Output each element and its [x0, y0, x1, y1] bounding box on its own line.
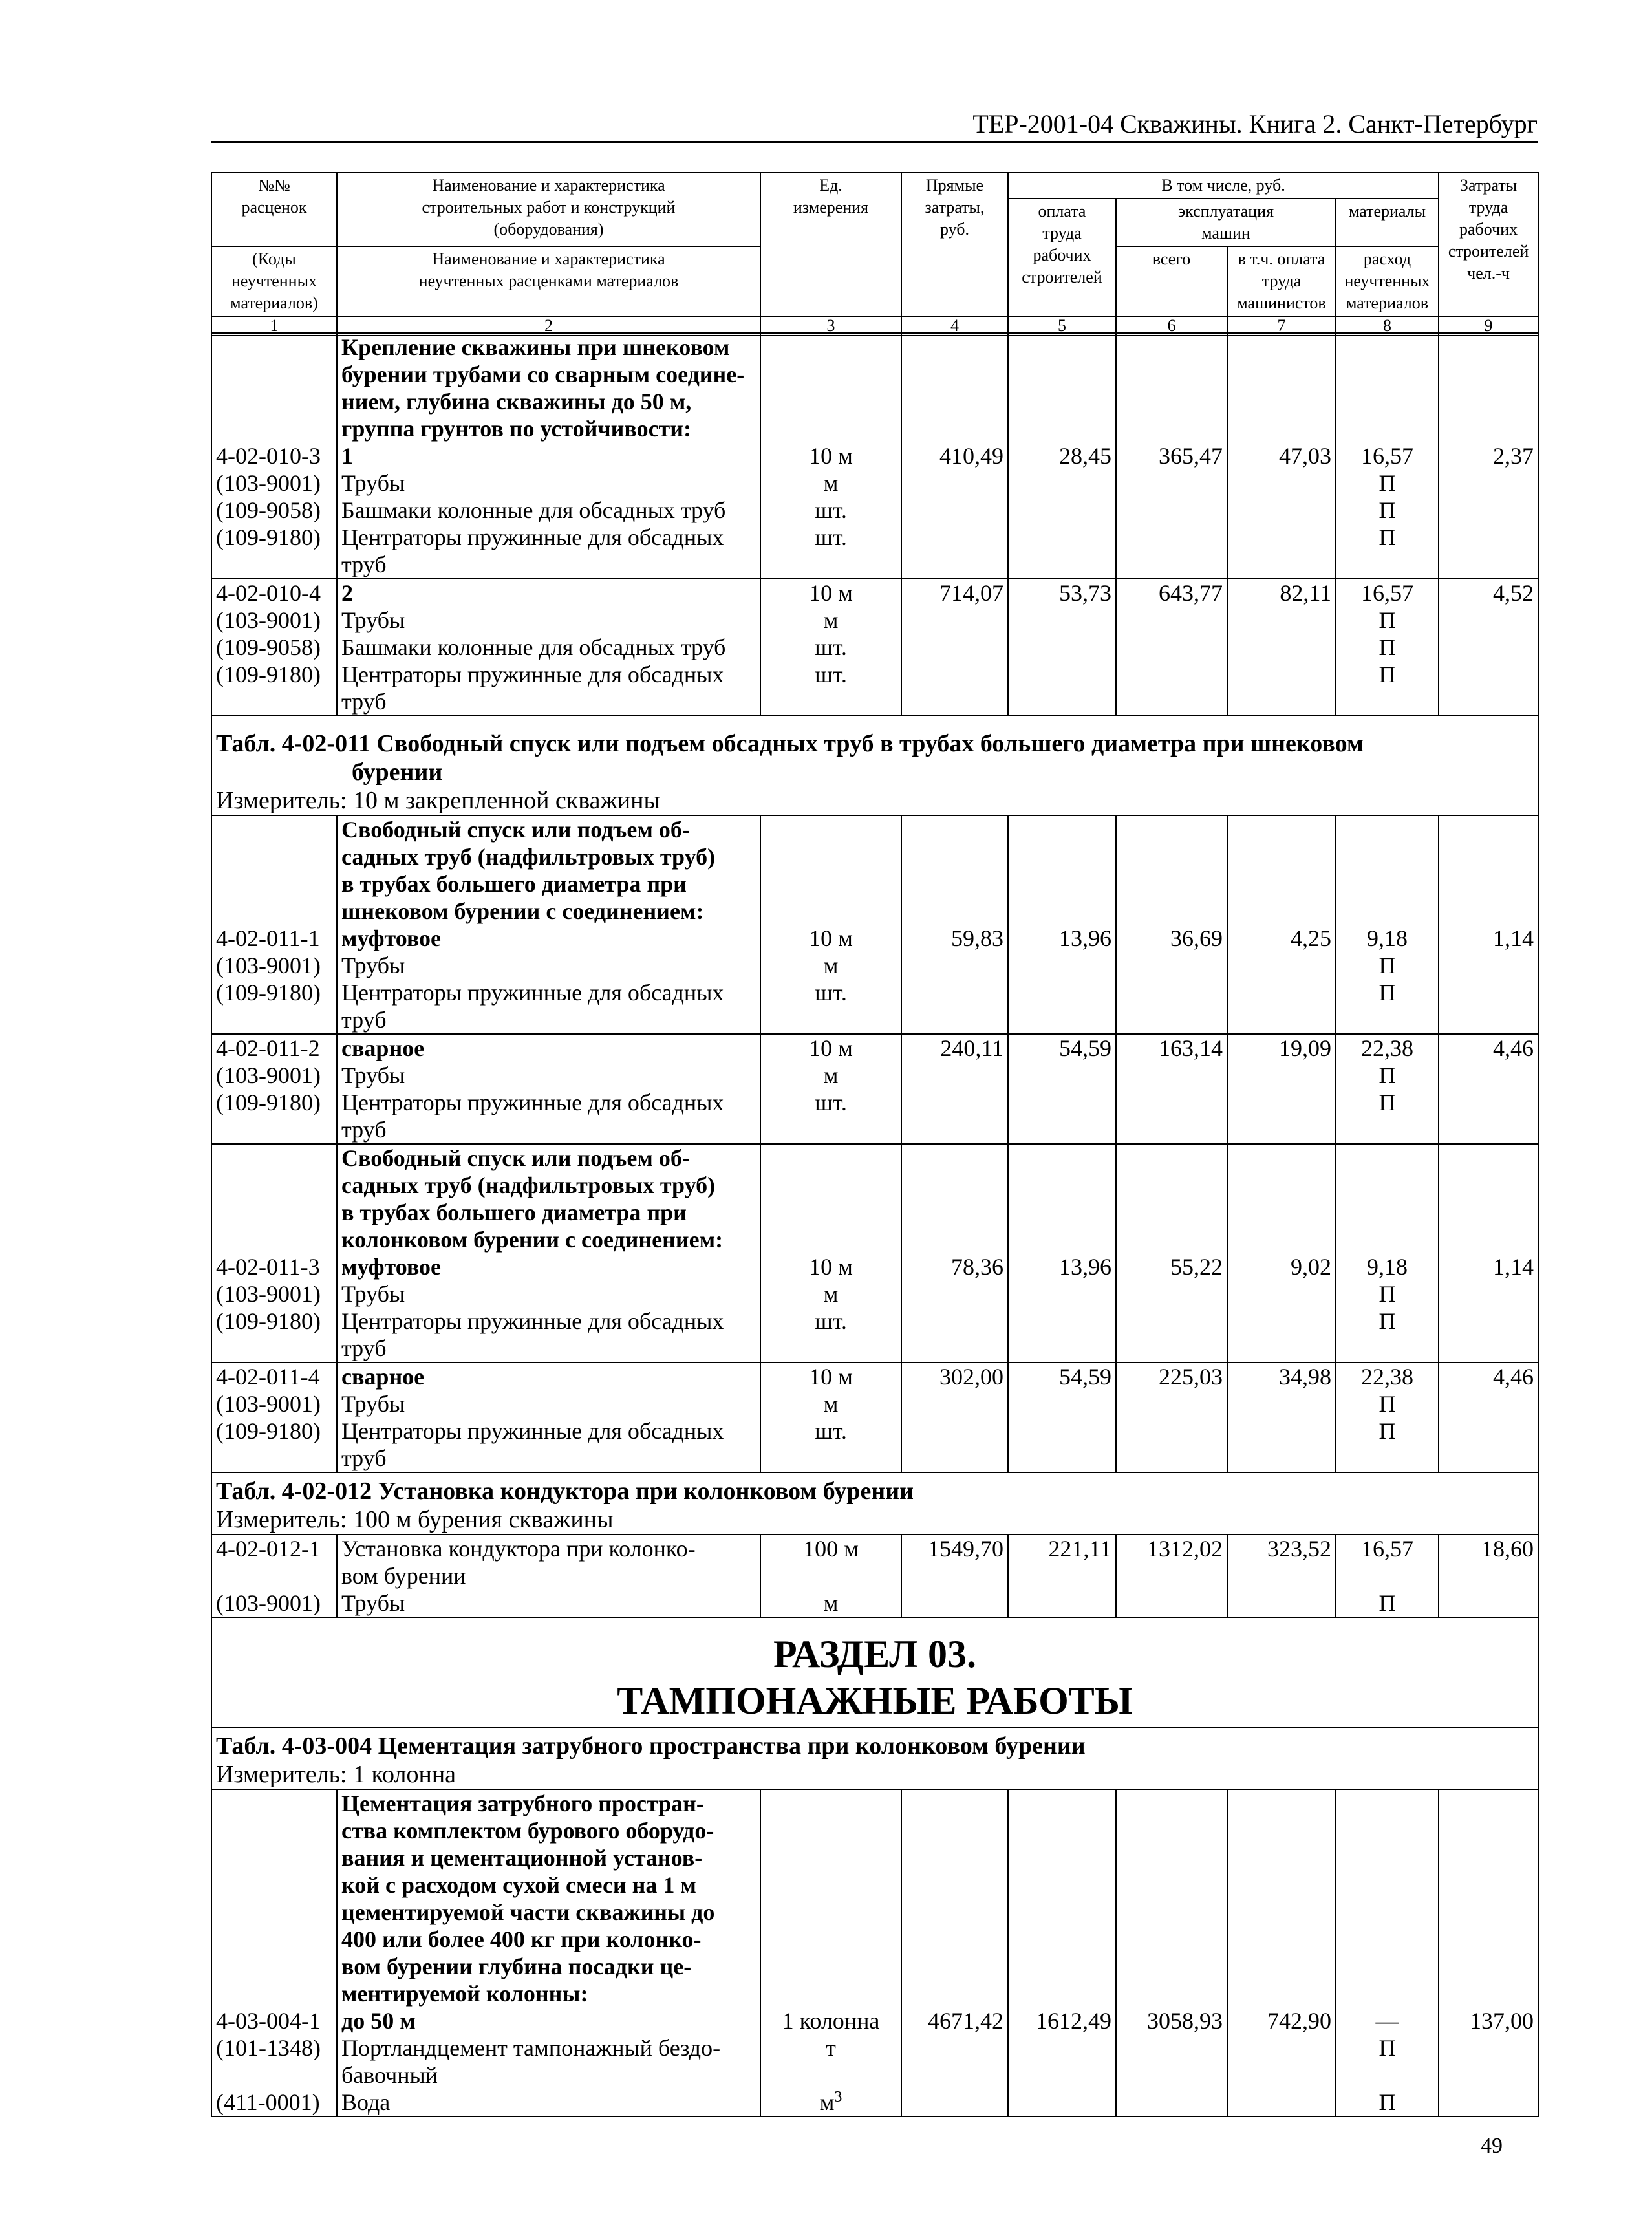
- name-cell: сварное Трубы Центраторы пружинные для обсадных труб: [337, 1034, 760, 1144]
- materials-cell: 16,57 П П П: [1336, 333, 1439, 579]
- col2-header: Наименование и характеристика строительных работ и конструкций (оборудования): [337, 173, 760, 246]
- labor-hours-cell: 4,46: [1439, 1034, 1538, 1144]
- col6-header: всего: [1116, 246, 1227, 316]
- operators-pay-cell: 9,02: [1227, 1144, 1336, 1362]
- machines-total-cell: 365,47: [1116, 333, 1227, 579]
- operators-pay-cell: 4,25: [1227, 815, 1336, 1034]
- machines-total-cell: 55,22: [1116, 1144, 1227, 1362]
- meter-label: Измеритель: 1 колонна: [216, 1761, 456, 1788]
- code-cell: 4-02-010-3 (103-9001) (109-9058) (109-9180): [211, 333, 337, 579]
- table-row: [211, 1034, 1538, 1144]
- name-cell: Крепление скважины при шнековом бурении трубами со сварным соедине- нием, глубина скважины до 50 м, группа грунтов по устойчивости: 1 Трубы Башмаки колонные для обсадных труб Центраторы пружинные для обсадных труб: [337, 333, 760, 579]
- labor-hours-cell: 2,37: [1439, 333, 1538, 579]
- unit-cell: 10 м м шт. шт.: [760, 579, 901, 716]
- machines-total-cell: 643,77: [1116, 579, 1227, 716]
- column-header-table: [211, 172, 1539, 336]
- materials-cell: 22,38 П П: [1336, 1034, 1439, 1144]
- direct-cost-cell: 78,36: [901, 1144, 1008, 1362]
- col5-header: оплата труда рабочих строителей: [1008, 199, 1116, 316]
- name-cell: Свободный спуск или подъем об- садных труб (надфильтровых труб) в трубах большего диаметра при шнековом бурении с соединением: муфтовое Трубы Центраторы пружинные для обсадных труб: [337, 815, 760, 1034]
- labor-pay-cell: 53,73: [1008, 579, 1116, 716]
- table-row: [211, 815, 1538, 1034]
- table-title: Табл. 4-02-012 Установка кондуктора при колонковом бурении: [216, 1478, 914, 1505]
- direct-cost-cell: 410,49: [901, 333, 1008, 579]
- machines-total-cell: 1312,02: [1116, 1534, 1227, 1617]
- col4-header: Прямые затраты, руб.: [901, 173, 1008, 316]
- table-row: [211, 1789, 1538, 2116]
- labor-pay-cell: 54,59: [1008, 1034, 1116, 1144]
- name-cell: Свободный спуск или подъем об- садных труб (надфильтровых труб) в трубах большего диаметра при колонковом бурении с соединением: муфтовое Трубы Центраторы пружинные для обсадных труб: [337, 1144, 760, 1362]
- table-row: [211, 1144, 1538, 1362]
- col7-header: в т.ч. оплата труда машинистов: [1227, 246, 1336, 316]
- machines-total-cell: 225,03: [1116, 1362, 1227, 1472]
- table-title: Табл. 4-02-011 Свободный спуск или подъем обсадных труб в трубах большего диаметра при шнековом: [216, 730, 1364, 757]
- labor-hours-cell: 4,46: [1439, 1362, 1538, 1472]
- table-title-row: Табл. 4-02-011 Свободный спуск или подъем обсадных труб в трубах большего диаметра при шнековом бурении Измеритель: 10 м закрепленной скважины: [211, 716, 1538, 815]
- machines-total-cell: 163,14: [1116, 1034, 1227, 1144]
- code-cell: 4-02-011-1 (103-9001) (109-9180): [211, 815, 337, 1034]
- operators-pay-cell: 19,09: [1227, 1034, 1336, 1144]
- labor-pay-cell: 13,96: [1008, 815, 1116, 1034]
- header-rule: [211, 141, 1538, 143]
- unit-cell: 1 колонна т $м^3$: [760, 1789, 901, 2116]
- col1-header: №№ расценок: [211, 173, 337, 246]
- direct-cost-cell: 302,00: [901, 1362, 1008, 1472]
- labor-pay-cell: 54,59: [1008, 1362, 1116, 1472]
- rates-table: [211, 332, 1539, 2117]
- machines-header: эксплуатация машин: [1116, 199, 1336, 246]
- unit-cell: 10 м м шт.: [760, 1034, 901, 1144]
- code-cell: 4-02-010-4 (103-9001) (109-9058) (109-9180): [211, 579, 337, 716]
- labor-pay-cell: 1612,49: [1008, 1789, 1116, 2116]
- name-cell: Установка кондуктора при колонко- вом бурении Трубы: [337, 1534, 760, 1617]
- col1b-header: (Коды неучтенных материалов): [211, 246, 337, 316]
- labor-pay-cell: 28,45: [1008, 333, 1116, 579]
- code-cell: 4-02-011-3 (103-9001) (109-9180): [211, 1144, 337, 1362]
- operators-pay-cell: 323,52: [1227, 1534, 1336, 1617]
- code-cell: 4-02-011-4 (103-9001) (109-9180): [211, 1362, 337, 1472]
- name-cell: Цементация затрубного простран- ства комплектом бурового оборудо- вания и цементационной установ- кой с расходом сухой смеси на 1 м цементируемой части скважины до 400 или более 400 кг при колонко- вом бурении глубина посадки це- ментируемой колонны: до 50 м Портландцемент тампонажный бездо- бавочный Вода: [337, 1789, 760, 2116]
- table-row: [211, 579, 1538, 716]
- table-title-row: [211, 1472, 1538, 1534]
- running-header: ТЕР-2001-04 Скважины. Книга 2. Санкт-Петербург: [972, 109, 1538, 138]
- operators-pay-cell: 34,98: [1227, 1362, 1336, 1472]
- section-number: РАЗДЕЛ 03.: [773, 1633, 977, 1675]
- code-cell: 4-02-012-1 (103-9001): [211, 1534, 337, 1617]
- materials-cell: — П П: [1336, 1789, 1439, 2116]
- unit-cell: 100 м м: [760, 1534, 901, 1617]
- col3-header: Ед. измерения: [760, 173, 901, 316]
- direct-cost-cell: 714,07: [901, 579, 1008, 716]
- materials-cell: 9,18 П П: [1336, 1144, 1439, 1362]
- direct-cost-cell: 4671,42: [901, 1789, 1008, 2116]
- operators-pay-cell: 82,11: [1227, 579, 1336, 716]
- materials-cell: 16,57 П: [1336, 1534, 1439, 1617]
- table-row: [211, 1362, 1538, 1472]
- table-title-row: [211, 1727, 1538, 1789]
- meter-label: Измеритель: 10 м закрепленной скважины: [216, 787, 661, 814]
- unit-cell: 10 м м шт.: [760, 815, 901, 1034]
- direct-cost-cell: 240,11: [901, 1034, 1008, 1144]
- direct-cost-cell: 1549,70: [901, 1534, 1008, 1617]
- unit-cell: 10 м м шт. шт.: [760, 333, 901, 579]
- materials-cell: 9,18 П П: [1336, 815, 1439, 1034]
- labor-hours-cell: 4,52: [1439, 579, 1538, 716]
- unit-cell: 10 м м шт.: [760, 1144, 901, 1362]
- table-row: [211, 1534, 1538, 1617]
- page-number: 49: [1481, 2134, 1503, 2158]
- machines-total-cell: 36,69: [1116, 815, 1227, 1034]
- code-cell: 4-02-011-2 (103-9001) (109-9180): [211, 1034, 337, 1144]
- col2b-header: Наименование и характеристика неучтенных расценками материалов: [337, 246, 760, 316]
- labor-pay-cell: 221,11: [1008, 1534, 1116, 1617]
- table-row: [211, 333, 1538, 579]
- col9-header: Затраты труда рабочих строителей чел.-ч: [1439, 173, 1538, 316]
- code-cell: 4-03-004-1 (101-1348) (411-0001): [211, 1789, 337, 2116]
- name-cell: 2 Трубы Башмаки колонные для обсадных труб Центраторы пружинные для обсадных труб: [337, 579, 760, 716]
- name-cell: сварное Трубы Центраторы пружинные для обсадных труб: [337, 1362, 760, 1472]
- operators-pay-cell: 742,90: [1227, 1789, 1336, 2116]
- materials-cell: 22,38 П П: [1336, 1362, 1439, 1472]
- materials-cell: 16,57 П П П: [1336, 579, 1439, 716]
- meter-label: Измеритель: 100 м бурения скважины: [216, 1506, 614, 1533]
- table-title: Табл. 4-03-004 Цементация затрубного пространства при колонковом бурении: [216, 1732, 1086, 1760]
- col8b-header: расход неучтенных материалов: [1336, 246, 1439, 316]
- labor-pay-cell: 13,96: [1008, 1144, 1116, 1362]
- operators-pay-cell: 47,03: [1227, 333, 1336, 579]
- labor-hours-cell: 1,14: [1439, 1144, 1538, 1362]
- including-header: В том числе, руб.: [1008, 173, 1439, 199]
- column-number-row: 1 2 3 4 5 6 7 8 9: [211, 316, 1538, 336]
- direct-cost-cell: 59,83: [901, 815, 1008, 1034]
- section-title: ТАМПОНАЖНЫЕ РАБОТЫ: [617, 1679, 1133, 1722]
- labor-hours-cell: 137,00: [1439, 1789, 1538, 2116]
- labor-hours-cell: 1,14: [1439, 815, 1538, 1034]
- labor-hours-cell: 18,60: [1439, 1534, 1538, 1617]
- section-heading-row: [211, 1617, 1538, 1727]
- col8a-header: материалы: [1336, 199, 1439, 246]
- machines-total-cell: 3058,93: [1116, 1789, 1227, 2116]
- unit-cell: 10 м м шт.: [760, 1362, 901, 1472]
